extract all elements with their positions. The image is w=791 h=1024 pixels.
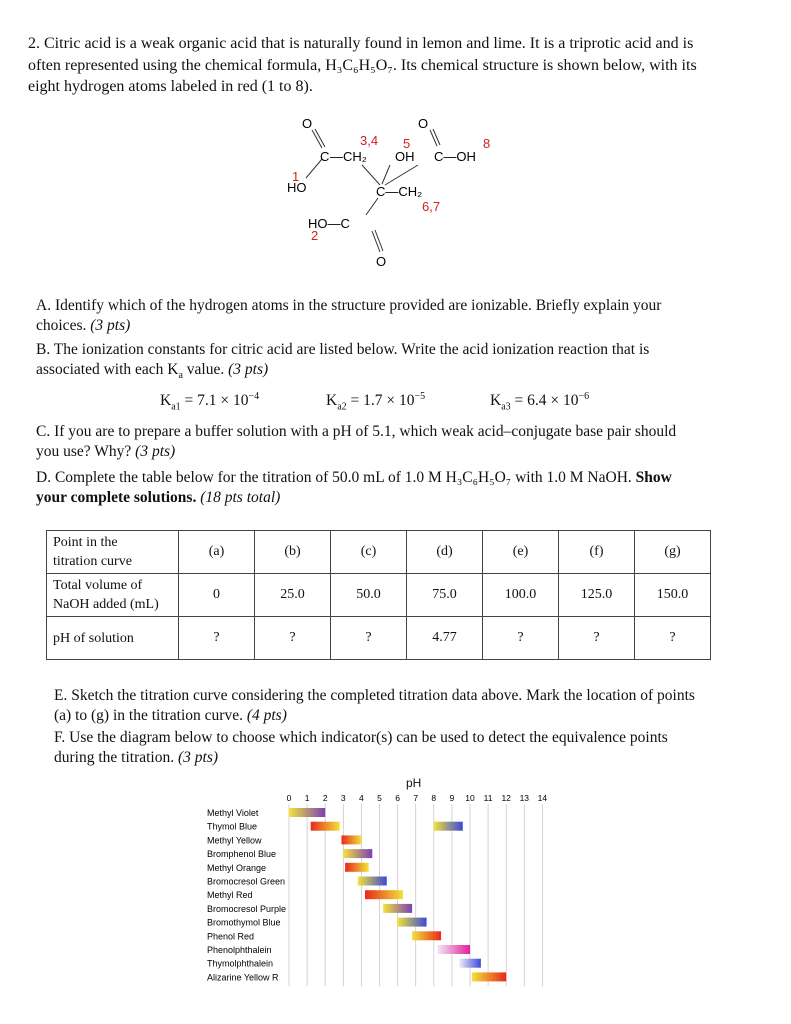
indicator-name: Thymolphthalein (207, 958, 274, 969)
part-c-line-2 (36, 442, 756, 462)
h-label-8: 8 (483, 136, 491, 151)
ph-tick-label: 11 (483, 793, 493, 803)
table-cell: (f) (559, 531, 635, 574)
ph-tick-label: 4 (359, 793, 364, 803)
ka2-number: = 1.7 × 10 (346, 392, 415, 410)
ph-tick-label: 7 (413, 793, 419, 803)
table-cell: 150.0 (635, 574, 711, 617)
part-c-line-1: C. If you are to prepare a buffer solution with a pH of 5.1, which weak acid–conjugate base pair should (36, 423, 677, 440)
table-cell: ? (483, 617, 559, 660)
atom-c-right: C—OH (434, 149, 476, 164)
indicator-range-bar (365, 890, 403, 899)
ph-tick-label: 6 (395, 793, 400, 803)
indicator-range-bar (459, 959, 481, 968)
citric-acid-structure (270, 110, 530, 275)
row-header-volume (47, 574, 179, 617)
ka1-label: K (160, 392, 172, 410)
part-d-line-1 (36, 468, 756, 488)
intro-line-3: eight hydrogen atoms labeled in red (1 to 8). (28, 78, 313, 95)
part-f-line-2 (54, 748, 774, 768)
h-label-5: 5 (403, 136, 411, 151)
atom-ch2-top: —CH₂ (330, 149, 367, 164)
h-label-1: 1 (292, 169, 300, 184)
ka2-exp: −5 (414, 391, 426, 402)
question-intro (28, 33, 768, 98)
indicator-range-bar (289, 808, 325, 817)
ka2-value (326, 391, 425, 412)
row-header-text: NaOH added (mL) (53, 597, 159, 612)
indicator-range-bar (358, 877, 387, 886)
indicator-name: Phenol Red (207, 931, 255, 942)
citric-acid-formula: H₃C₆H₅O₇ (325, 56, 393, 74)
part-d-line-2 (36, 488, 756, 508)
table-cell: (a) (179, 531, 255, 574)
part-d-points: (18 pts total) (196, 489, 281, 506)
part-e (54, 686, 774, 726)
row-header-text: titration curve (53, 554, 132, 569)
intro-text: often represented using the chemical formula, (28, 56, 326, 74)
part-b-line-2 (36, 360, 756, 386)
indicator-name: Bromocresol Green (207, 876, 286, 887)
table-cell: 0 (179, 574, 255, 617)
atom-ho-left: HO (287, 180, 307, 195)
part-e-points: (4 pts) (246, 707, 287, 724)
indicator-name: Methyl Yellow (207, 835, 262, 846)
ph-tick-label: 0 (286, 793, 292, 803)
ph-tick-label: 9 (449, 793, 455, 803)
table-cell: (c) (331, 531, 407, 574)
indicator-chart-title: pH (406, 776, 422, 790)
atom-o-top-left: O (302, 116, 313, 131)
indicator-range-bar (437, 945, 470, 954)
ka3-exp: −6 (578, 391, 590, 402)
part-d-text: D. Complete the table below for the titration of 50.0 mL of 1.0 M (36, 469, 446, 486)
part-e-text: (a) to (g) in the titration curve. (54, 707, 247, 724)
part-e-line-2 (54, 706, 774, 726)
table-cell: ? (179, 617, 255, 660)
part-c-text: you use? Why? (36, 443, 136, 460)
ph-tick-label: 13 (519, 793, 530, 803)
part-d-bold-2: your complete solutions. (36, 489, 197, 506)
table-cell: 100.0 (483, 574, 559, 617)
part-f (54, 728, 774, 768)
table-cell: 75.0 (407, 574, 483, 617)
part-d-formula: H₃C₆H₅O₇ (445, 469, 512, 486)
part-b-text-end: value. (182, 361, 229, 378)
indicator-range-bar (345, 863, 369, 872)
ka1-exp: −4 (248, 391, 260, 402)
indicator-name: Bromphenol Blue (207, 849, 277, 860)
table-cell: ? (559, 617, 635, 660)
ph-tick-label: 5 (377, 793, 382, 803)
table-cell: (d) (407, 531, 483, 574)
part-b-line-1: B. The ionization constants for citric acid are listed below. Write the acid ionization reaction that is (36, 341, 650, 358)
indicator-name: Thymol Blue (207, 821, 258, 832)
indicator-name: Bromocresol Purple (207, 903, 287, 914)
table-cell: 50.0 (331, 574, 407, 617)
part-a-line-1: A. Identify which of the hydrogen atoms in the structure provided are ionizable. Briefly explain your (36, 297, 662, 314)
table-row-points (47, 531, 711, 574)
ph-tick-label: 1 (304, 793, 310, 803)
row-header-point (47, 531, 179, 574)
atom-ho-bottom: HO—C (308, 216, 350, 231)
part-c-points: (3 pts) (135, 443, 176, 460)
ka1-value (160, 391, 259, 412)
atom-o-bottom: O (376, 254, 387, 269)
indicator-range-bar (341, 835, 361, 844)
atom-c-left: C (320, 149, 330, 164)
ph-tick-label: 2 (322, 793, 328, 803)
titration-table (46, 530, 711, 660)
ka1-number: = 7.1 × 10 (180, 392, 249, 410)
atom-c-center: C—CH₂ (376, 184, 423, 199)
intro-text-end: . Its chemical structure is shown below, with its (392, 56, 697, 74)
indicator-name: Methyl Orange (207, 862, 267, 873)
row-header-text: Total volume of (53, 578, 143, 593)
ka3-sub: a3 (501, 401, 511, 413)
table-cell: (e) (483, 531, 559, 574)
indicator-name: Bromothymol Blue (207, 917, 281, 928)
indicator-range-bar (383, 904, 412, 913)
indicator-range-bar (412, 931, 441, 940)
table-row-ph (47, 617, 711, 660)
ka2-label: K (326, 392, 338, 410)
table-row-volume (47, 574, 711, 617)
indicator-name: Methyl Red (207, 890, 253, 901)
ka3-value (490, 391, 589, 412)
ph-tick-label: 12 (501, 793, 511, 803)
indicator-range-bar (343, 849, 372, 858)
table-cell: 25.0 (255, 574, 331, 617)
indicator-name: Alizarine Yellow R (207, 972, 279, 983)
part-e-line-1: E. Sketch the titration curve considering the completed titration data above. Mark the location of points (54, 687, 695, 704)
part-b-sub: a (178, 370, 183, 382)
table-cell: 125.0 (559, 574, 635, 617)
ka2-sub: a2 (337, 401, 347, 413)
h-label-2: 2 (311, 228, 319, 243)
ka3-label: K (490, 392, 502, 410)
table-cell: ? (255, 617, 331, 660)
intro-line-2 (28, 55, 768, 77)
indicator-name: Methyl Violet (207, 808, 259, 818)
part-a (36, 296, 756, 336)
part-f-line-1: F. Use the diagram below to choose which indicator(s) can be used to detect the equivalence points (54, 729, 668, 746)
h-label-67: 6,7 (422, 199, 441, 214)
part-a-text: choices. (36, 317, 91, 334)
part-b (36, 340, 756, 386)
atom-o-top-right: O (418, 116, 429, 131)
ph-tick-label: 8 (431, 793, 437, 803)
atom-oh-center: OH (395, 149, 415, 164)
table-cell: ? (635, 617, 711, 660)
table-cell: 4.77 (407, 617, 483, 660)
indicator-name: Phenolphthalein (207, 945, 272, 955)
ph-tick-label: 3 (340, 793, 346, 803)
h-label-34: 3,4 (360, 133, 379, 148)
part-a-points: (3 pts) (90, 317, 131, 334)
table-cell: (g) (635, 531, 711, 574)
ph-tick-label: 10 (465, 793, 475, 803)
part-f-text: during the titration. (54, 749, 178, 766)
part-d-text-mid: with 1.0 M NaOH. (511, 469, 636, 486)
indicator-range-bar (398, 918, 427, 927)
ph-tick-label: 14 (537, 793, 548, 803)
part-d (36, 468, 756, 508)
row-header-ph: pH of solution (47, 617, 179, 660)
indicator-range-bar (434, 822, 463, 831)
part-c (36, 422, 756, 462)
part-d-bold-1: Show (635, 469, 672, 486)
intro-line-1: 2. Citric acid is a weak organic acid that is naturally found in lemon and lime. It is a triprotic acid and is (28, 35, 694, 52)
indicator-range-bar (311, 822, 340, 831)
table-cell: ? (331, 617, 407, 660)
part-b-text: associated with each K (36, 361, 179, 378)
part-a-line-2 (36, 316, 756, 336)
ka1-sub: a1 (171, 401, 181, 413)
ka3-number: = 6.4 × 10 (510, 392, 579, 410)
indicator-chart (200, 790, 570, 990)
table-cell: (b) (255, 531, 331, 574)
row-header-text: Point in the (53, 535, 118, 550)
indicator-range-bar (472, 972, 506, 981)
part-f-points: (3 pts) (177, 749, 219, 766)
part-b-points: (3 pts) (228, 361, 269, 378)
